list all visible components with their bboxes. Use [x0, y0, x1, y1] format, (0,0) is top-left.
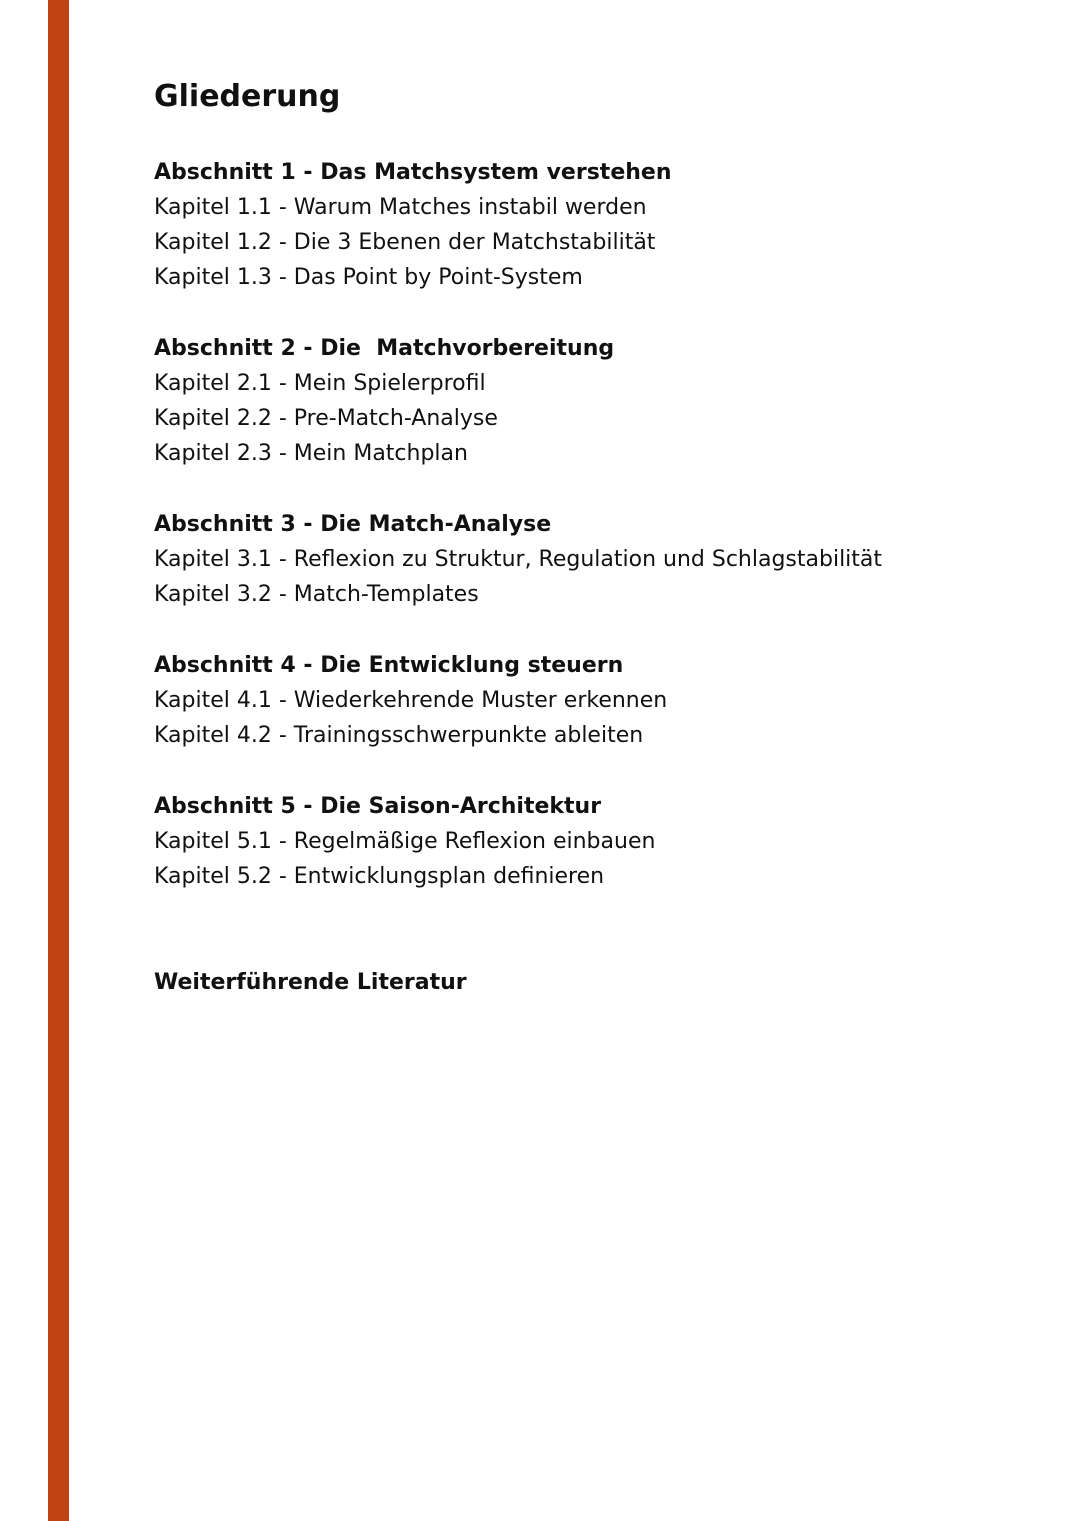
chapter-item: Kapitel 2.1 - Mein Spielerprofil — [154, 371, 486, 396]
toc-section-1 — [154, 155, 1034, 295]
chapter-item: Kapitel 1.1 - Warum Matches instabil werden — [154, 195, 647, 220]
chapter-item: Kapitel 2.2 - Pre-Match-Analyse — [154, 406, 498, 431]
chapter-item: Kapitel 4.1 - Wiederkehrende Muster erkennen — [154, 688, 668, 713]
chapter-item: Kapitel 5.2 - Entwicklungsplan definieren — [154, 864, 605, 889]
section-title: Abschnitt 3 - Die Match-Analyse — [154, 512, 552, 537]
chapter-item: Kapitel 4.2 - Trainingsschwerpunkte ableiten — [154, 723, 644, 748]
section-title: Abschnitt 2 - Die Matchvorbereitung — [154, 336, 615, 361]
further-reading-heading: Weiterführende Literatur — [154, 970, 467, 995]
chapter-item: Kapitel 5.1 - Regelmäßige Reflexion einbauen — [154, 829, 656, 854]
chapter-item: Kapitel 3.2 - Match-Templates — [154, 582, 479, 607]
chapter-item: Kapitel 2.3 - Mein Matchplan — [154, 441, 468, 466]
section-title: Abschnitt 1 - Das Matchsystem verstehen — [154, 160, 672, 185]
toc-section-3 — [154, 507, 1034, 612]
toc-section-4 — [154, 648, 1034, 753]
toc-section-2 — [154, 331, 1034, 471]
toc-section-5 — [154, 789, 1034, 894]
page-title: Gliederung — [154, 79, 341, 114]
chapter-item: Kapitel 1.2 - Die 3 Ebenen der Matchstabilität — [154, 230, 656, 255]
section-title: Abschnitt 4 - Die Entwicklung steuern — [154, 653, 624, 678]
chapter-item: Kapitel 1.3 - Das Point by Point-System — [154, 265, 583, 290]
chapter-item: Kapitel 3.1 - Reflexion zu Struktur, Regulation und Schlagstabilität — [154, 547, 883, 572]
section-title: Abschnitt 5 - Die Saison-Architektur — [154, 794, 602, 819]
accent-bar — [48, 0, 69, 1521]
